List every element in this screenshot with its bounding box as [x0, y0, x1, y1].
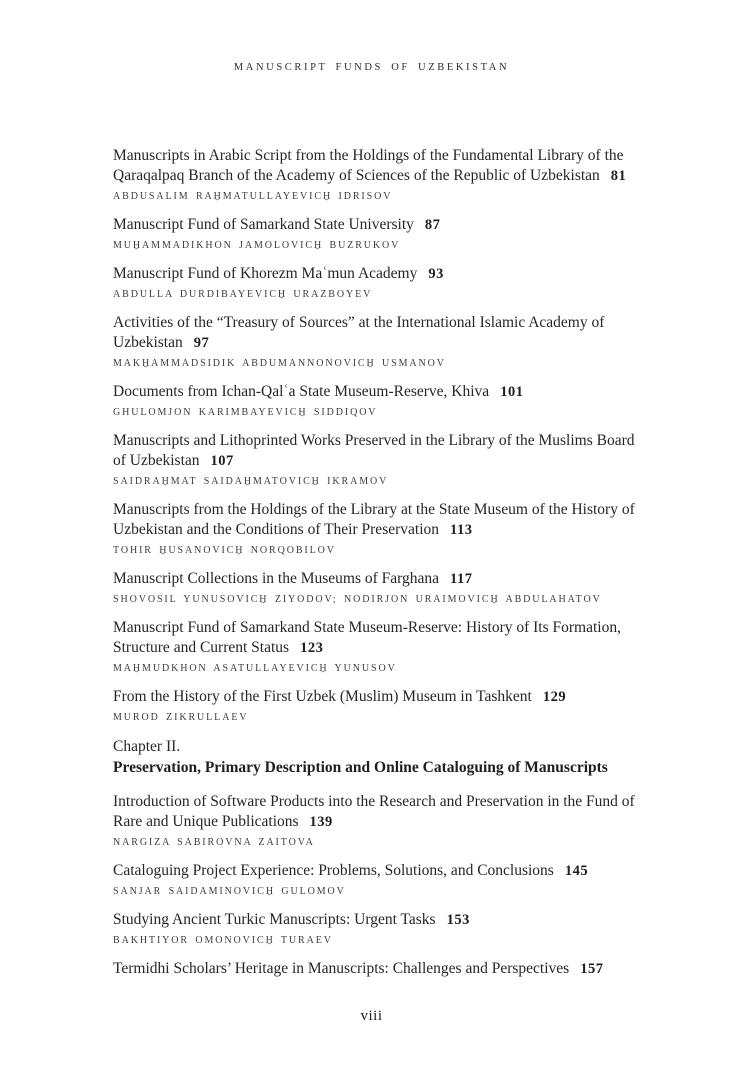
toc-entry-page-number: 97 — [193, 335, 210, 351]
toc-entry-page-number: 123 — [300, 640, 324, 656]
toc-entry — [113, 313, 648, 370]
toc-entry-authors: SANJAR SAIDAMINOVICH̱ GULOMOV — [113, 886, 346, 897]
toc-entry-page-number: 145 — [564, 863, 589, 879]
toc-entry-title — [113, 146, 648, 186]
toc-entry-page-number: 81 — [610, 168, 627, 184]
running-head: MANUSCRIPT FUNDS OF UZBEKISTAN — [233, 62, 510, 73]
toc-entry-page-number: 87 — [424, 217, 441, 233]
toc-entry — [113, 382, 648, 419]
toc-entry-page-number: 107 — [210, 453, 234, 469]
toc-entry-title-text: Documents from Ichan-Qalʿa State Museum-Reserve, Khiva — [113, 383, 490, 400]
toc-entry — [113, 618, 648, 675]
toc-entry-page-number: 113 — [450, 522, 473, 538]
toc-entry-page-number: 157 — [580, 961, 604, 977]
toc-entry — [113, 146, 648, 203]
toc-entry-title — [113, 792, 648, 832]
toc-entry-authors: MUH̱AMMADIKHON JAMOLOVICH̱ BUZRUKOV — [113, 240, 401, 251]
toc-entry — [113, 959, 648, 979]
toc-entry-title — [113, 910, 648, 930]
toc-entry-title — [113, 959, 648, 979]
toc-entry-authors: GHULOMJON KARIMBAYEVICH̱ SIDDIQOV — [113, 407, 378, 418]
toc-entry-title — [113, 861, 648, 881]
toc-entry-authors: ABDULLA DURDIBAYEVICH̱ URAZBOYEV — [113, 289, 373, 300]
toc-entry-title — [113, 687, 648, 707]
toc-entry-title-text: Introduction of Software Products into the Research and Preservation in the Fund of Rare and Unique Publications — [113, 793, 635, 830]
toc-entry — [113, 500, 648, 557]
toc-entry-title-text: Cataloguing Project Experience: Problems, Solutions, and Conclusions — [113, 862, 554, 879]
toc-entry-authors: MAKH̱AMMADSIDIK ABDUMANNONOVICH̱ USMANOV — [113, 358, 446, 369]
toc-entry-title — [113, 382, 648, 402]
toc-entry-page-number: 139 — [309, 814, 333, 830]
toc-entry — [113, 431, 648, 488]
toc-entry-title-text: Manuscript Fund of Khorezm Maʿmun Academy — [113, 265, 418, 282]
page-folio: viii — [360, 1008, 383, 1024]
toc-entry-page-number: 129 — [542, 689, 567, 705]
toc-entry-page-number: 101 — [500, 384, 524, 400]
toc-entry — [113, 861, 648, 898]
toc-chapter-label: Chapter II. — [113, 738, 181, 755]
toc-entry-page-number: 117 — [450, 571, 473, 587]
toc-entry-authors: BAKHTIYOR OMONOVICH̱ TURAEV — [113, 935, 333, 946]
toc-list — [113, 146, 648, 991]
toc-entry-title-text: Termidhi Scholars’ Heritage in Manuscripts: Challenges and Perspectives — [113, 960, 570, 977]
toc-entry — [113, 687, 648, 724]
toc-entry-authors: NARGIZA SABIROVNA ZAITOVA — [113, 837, 315, 848]
toc-entry-title-text: Manuscript Fund of Samarkand State Museum-Reserve: History of Its Formation, Structure and Current Status — [113, 619, 621, 656]
toc-entry-title-text: Manuscripts in Arabic Script from the Holdings of the Fundamental Library of the Qaraqalpaq Branch of the Academy of Sciences of the Republic of Uzbekistan — [113, 147, 624, 184]
toc-chapter-title: Preservation, Primary Description and Online Cataloguing of Manuscripts — [113, 759, 608, 776]
toc-entry-title — [113, 431, 648, 471]
toc-entry-authors: SHOVOSIL YUNUSOVICH̱ ZIYODOV; NODIRJON URAIMOVICH̱ ABDULAHATOV — [113, 594, 602, 605]
toc-entry — [113, 910, 648, 947]
toc-chapter-heading — [113, 736, 648, 779]
toc-entry-title — [113, 264, 648, 284]
toc-entry-title-text: Manuscripts from the Holdings of the Library at the State Museum of the History of Uzbekistan and the Conditions of Their Preservation — [113, 501, 635, 538]
toc-entry — [113, 792, 648, 849]
toc-entry-title-text: Manuscripts and Lithoprinted Works Preserved in the Library of the Muslims Board of Uzbekistan — [113, 432, 635, 469]
toc-entry-page-number: 93 — [428, 266, 444, 282]
toc-entry-title-text: Activities of the “Treasury of Sources” at the International Islamic Academy of Uzbekistan — [113, 314, 605, 351]
toc-entry — [113, 215, 648, 252]
toc-entry-title-text: Manuscript Collections in the Museums of Farghana — [113, 570, 440, 587]
toc-entry — [113, 264, 648, 301]
toc-entry — [113, 569, 648, 606]
toc-entry-title-text: Studying Ancient Turkic Manuscripts: Urgent Tasks — [113, 911, 436, 928]
toc-entry-authors: TOHIR H̱USANOVICH̱ NORQOBILOV — [113, 545, 336, 556]
toc-entry-authors: SAIDRAH̱MAT SAIDAH̱MATOVICH̱ IKRAMOV — [113, 476, 389, 487]
toc-entry-title — [113, 618, 648, 658]
toc-entry-title — [113, 215, 648, 235]
toc-entry-title-text: Manuscript Fund of Samarkand State University — [113, 216, 414, 233]
toc-entry-title — [113, 500, 648, 540]
toc-entry-authors: ABDUSALIM RAH̱MATULLAYEVICH̱ IDRISOV — [113, 191, 393, 202]
toc-entry-title — [113, 313, 648, 353]
toc-entry-title — [113, 569, 648, 589]
toc-entry-page-number: 153 — [446, 912, 470, 928]
toc-entry-authors: MUROD ZIKRULLAEV — [113, 712, 249, 723]
toc-entry-authors: MAH̱MUDKHON ASATULLAYEVICH̱ YUNUSOV — [113, 663, 397, 674]
toc-entry-title-text: From the History of the First Uzbek (Muslim) Museum in Tashkent — [113, 688, 532, 705]
